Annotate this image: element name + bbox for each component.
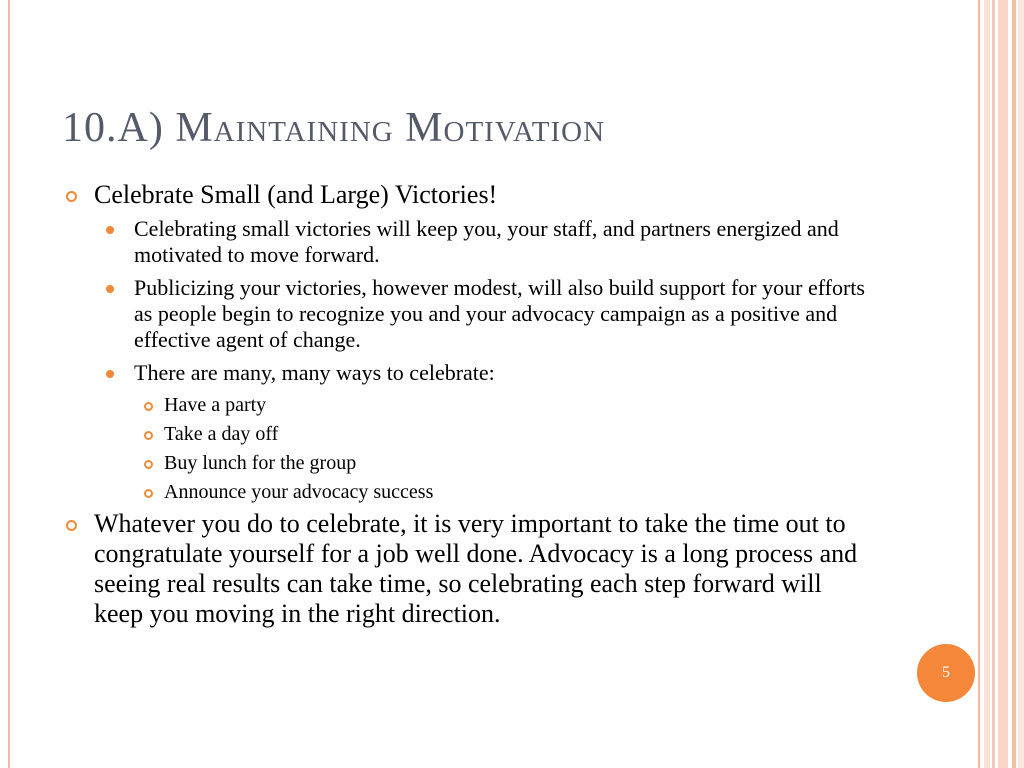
- decorative-stripe: [1018, 0, 1024, 768]
- bullet-level-3: [144, 422, 866, 446]
- dot-bullet-icon: [106, 226, 114, 234]
- ring-bullet-icon: [144, 402, 153, 411]
- page-number: 5: [942, 664, 950, 681]
- dot-bullet-icon: [106, 370, 114, 378]
- ring-bullet-icon: [144, 460, 153, 469]
- slide-body: [66, 180, 866, 635]
- border-line-left: [8, 0, 10, 768]
- border-line-right: [978, 0, 980, 768]
- bullet-text: Whatever you do to celebrate, it is very important to take the time out to congratulate yourself for a job well done. Advocacy is a long process and seeing real results can take time, so celebrating each step forward will keep you moving in the right direction.: [94, 509, 858, 628]
- ring-bullet-icon: [144, 431, 153, 440]
- bullet-level-2: [106, 275, 866, 353]
- bullet-level-3: [144, 451, 866, 475]
- bullet-level-1: [66, 180, 866, 210]
- bullet-text: There are many, many ways to celebrate:: [134, 360, 495, 385]
- dot-bullet-icon: [106, 285, 114, 293]
- bullet-level-2: [106, 360, 866, 386]
- decorative-stripe: [1012, 0, 1016, 768]
- bullet-text: Celebrating small victories will keep you, your staff, and partners energized and motivated to move forward.: [134, 216, 839, 267]
- slide-title: 10.A) Maintaining Motivation: [62, 105, 606, 151]
- bullet-text: Take a day off: [164, 423, 279, 445]
- bullet-text: Buy lunch for the group: [164, 452, 357, 474]
- bullet-text: Publicizing your victories, however modest, will also build support for your efforts as people begin to recognize you and your advocacy campaign as a positive and effective agent of change.: [134, 275, 865, 352]
- bullet-text: Announce your advocacy success: [164, 481, 434, 503]
- ring-bullet-icon: [144, 489, 153, 498]
- bullet-level-3: [144, 480, 866, 504]
- bullet-text: Have a party: [164, 394, 267, 416]
- decorative-stripe: [984, 0, 990, 768]
- bullet-level-2: [106, 216, 866, 268]
- bullet-level-3: [144, 393, 866, 417]
- bullet-level-1: [66, 509, 866, 629]
- ring-bullet-icon: [66, 520, 77, 531]
- decorative-stripe: [998, 0, 1008, 768]
- bullet-text: Celebrate Small (and Large) Victories!: [94, 180, 498, 209]
- decorative-stripe: [992, 0, 995, 768]
- ring-bullet-icon: [66, 191, 77, 202]
- page-number-badge: [917, 644, 975, 702]
